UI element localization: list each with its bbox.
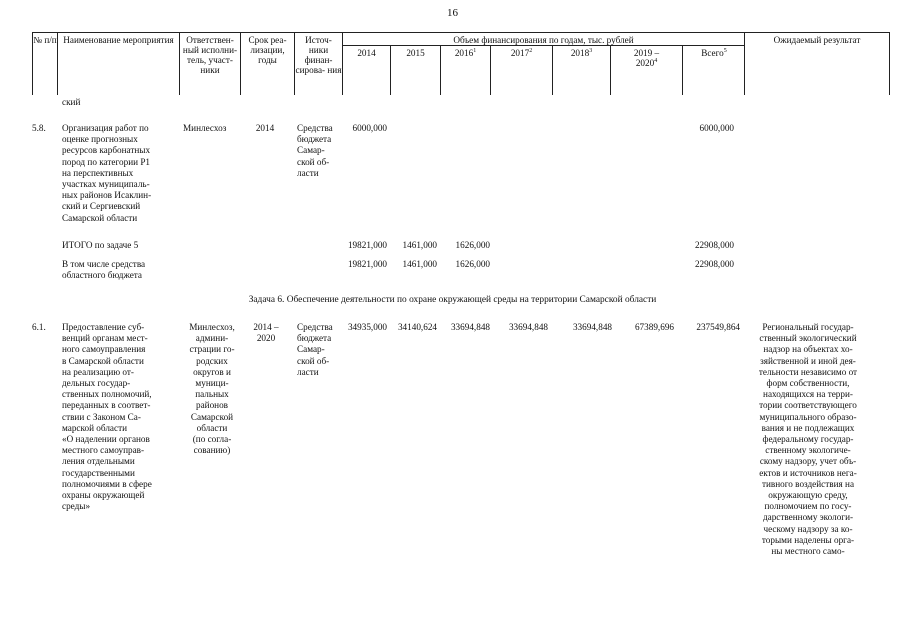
row-value-2015: 34140,624	[397, 322, 437, 332]
row-value-2016: 1626,000	[455, 259, 490, 269]
row-responsible: Минлесхоз, админи- страции го- родских округов и муници- пальных районов Самарской области (по согла- сованию)	[189, 322, 235, 456]
row-name: Предоставление суб- венций органам мест- ного самоуправления в Самарской области на реализацию от- дельных государ- ственных полномочий, переданных в соответ- ствии с Законом Са- марской области «О наделении органов местного самоуправ- ления отдельными государственными полномочиями в сфере охраны окружающей среды»	[62, 322, 152, 512]
row-value-2016: 33694,848	[450, 322, 490, 332]
row-term: 2014	[255, 123, 275, 133]
task-6-heading: Задача 6. Обеспечение деятельности по охране окружающей среды на территории Самарской области	[248, 295, 657, 305]
header-year-2019-2020: 2019 – 2020$^4$	[611, 46, 683, 95]
row-label: ИТОГО по задаче 5	[62, 240, 139, 250]
row-value-total: 22908,000	[694, 240, 734, 250]
row-result: Региональный государ- ственный экологический надзор на объектах хо- зяйственной и иной дея- тельности независимо от форм собственности, находящихся на терри- тории соответствующего муниципального образо- вания и не подлежащих федеральному государ- ственному экологиче- скому надзору, учет объ- ектов и источников нега- тивного воздействия на окружающую среду, полномочием по госу- дарственному экологи- ческому надзору за ко- торыми наделены орга- ны местного само-	[758, 322, 858, 557]
row-value-2014: 34935,000	[347, 322, 387, 332]
header-source: Источ- ники финан- сирова- ния	[295, 33, 343, 95]
page-number: 16	[447, 7, 458, 19]
row-value-2014: 19821,000	[347, 259, 387, 269]
header-total: Всего$^5$	[701, 47, 727, 58]
row-number: 6.1.	[32, 322, 46, 332]
table-header	[32, 32, 890, 95]
row-value-2019-2020: 67389,696	[634, 322, 674, 332]
header-year-2018: 2018$^3$	[553, 46, 611, 95]
header-volume-title: Объем финансирования по годам, тыс. рублей	[453, 35, 634, 45]
row-source: Средства бюджета Самар- ской об- ласти	[297, 123, 333, 178]
row-value-2018: 33694,848	[572, 322, 612, 332]
header-year-2016: 2016$^1$	[441, 46, 491, 95]
row-value-total: 22908,000	[694, 259, 734, 269]
header-responsible: Ответствен- ный исполни- тель, участ- ники	[180, 33, 241, 95]
row-value-total: 6000,000	[699, 123, 734, 133]
row-number: 5.8.	[32, 123, 46, 133]
header-year-2014: 2014	[343, 46, 391, 95]
row-name: Организация работ по оценке прогнозных ресурсов карбонатных пород по категории Р1 на перспективных участках муниципаль- ных районов Исаклин- ский и Сергиевский Самарской области	[62, 123, 152, 223]
header-term: Срок реа- лизации, годы	[241, 33, 295, 95]
row-value-2015: 1461,000	[402, 240, 437, 250]
header-year-2015: 2015	[391, 46, 441, 95]
row-label: В том числе средства областного бюджета	[62, 259, 146, 281]
row-value-2014: 6000,000	[352, 123, 387, 133]
row-value-2016: 1626,000	[455, 240, 490, 250]
row-value-2014: 19821,000	[347, 240, 387, 250]
row-value-total: 237549,864	[696, 322, 740, 332]
header-num: № п/п	[32, 33, 58, 95]
row-responsible: Минлесхоз	[183, 123, 227, 133]
carryover-text: ский	[62, 97, 81, 107]
row-value-2015: 1461,000	[402, 259, 437, 269]
row-value-2017: 33694,848	[508, 322, 548, 332]
header-year-2017: 2017$^2$	[491, 46, 553, 95]
header-name: Наименование мероприятия	[58, 33, 180, 95]
row-source: Средства бюджета Самар- ской об- ласти	[297, 322, 333, 377]
header-volume	[343, 33, 745, 95]
header-result: Ожидаемый результат	[745, 33, 890, 95]
row-term: 2014 – 2020	[253, 322, 279, 344]
